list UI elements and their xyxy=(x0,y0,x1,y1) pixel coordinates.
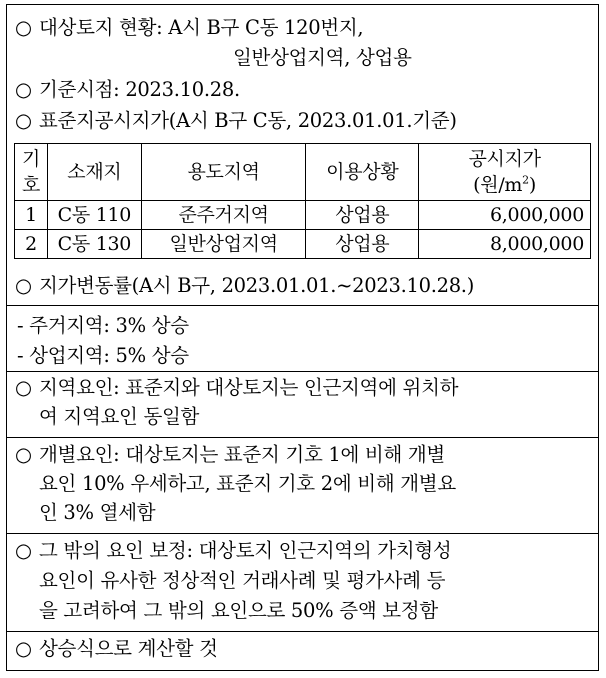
other-factor-line1: ○ 그 밖의 요인 보정: 대상토지 인근지역의 가치형성 xyxy=(15,539,452,562)
row-use: 상업용 xyxy=(306,230,419,259)
subject-land-line1 xyxy=(15,15,363,41)
row-no: 2 xyxy=(15,230,48,259)
row-price: 8,000,000 xyxy=(419,230,591,259)
bullet-icon: ○ xyxy=(15,443,32,466)
header-location: 소재지 xyxy=(47,144,141,201)
land-change-commercial: - 상업지역: 5% 상승 xyxy=(17,344,189,367)
row-location: C동 130 xyxy=(47,230,141,259)
header-no: 기 호 xyxy=(15,144,48,201)
bullet-icon: ○ xyxy=(15,376,32,399)
standard-price-title-text: 표준지공시지가(A시 B구 C동, 2023.01.01.기준) xyxy=(39,109,457,132)
bullet-icon: ○ xyxy=(15,16,32,39)
divider xyxy=(7,631,598,632)
bullet-icon: ○ xyxy=(15,274,32,297)
subject-land-address: A시 B구 C동 120번지, xyxy=(168,16,364,39)
land-change-title-text: 지가변동률(A시 B구, 2023.01.01.~2023.10.28.) xyxy=(39,274,475,297)
table-row xyxy=(15,201,591,230)
individual-factor-line2: 요인 10% 우세하고, 표준지 기호 2에 비해 개별요 xyxy=(39,472,456,495)
divider xyxy=(7,437,598,438)
base-date: 기준시점: 2023.10.28. xyxy=(39,78,240,101)
bullet-icon: ○ xyxy=(15,109,32,132)
header-price: 공시지가 (원$/m^2$) xyxy=(419,144,591,201)
row-location: C동 110 xyxy=(47,201,141,230)
subject-land-label: 대상토지 현황: xyxy=(39,16,163,39)
calc-method-line: ○ 상승식으로 계산할 것 xyxy=(15,637,218,660)
row-use: 상업용 xyxy=(306,201,419,230)
individual-factor-line1: ○ 개별요인: 대상토지는 표준지 기호 1에 비해 개별 xyxy=(15,443,445,466)
table-header-row xyxy=(15,144,591,201)
divider xyxy=(7,533,598,534)
header-zone: 용도지역 xyxy=(141,144,306,201)
individual-factor-line3: 인 3% 열세함 xyxy=(39,501,156,524)
other-factor-line2: 요인이 유사한 정상적인 거래사례 및 평가사례 등 xyxy=(39,569,446,592)
row-no: 1 xyxy=(15,201,48,230)
bullet-icon: ○ xyxy=(15,78,32,101)
land-change-residential: - 주거지역: 3% 상승 xyxy=(17,314,189,337)
standard-land-table xyxy=(14,143,591,259)
row-price: 6,000,000 xyxy=(419,201,591,230)
base-date-line xyxy=(15,77,240,103)
subject-land-line2: 일반상업지역, 상업용 xyxy=(233,46,412,69)
table-row xyxy=(15,230,591,259)
divider xyxy=(7,305,598,306)
appraisal-problem-box xyxy=(6,4,599,671)
land-change-title xyxy=(15,273,474,299)
bullet-icon: ○ xyxy=(15,539,32,562)
divider xyxy=(7,371,598,372)
header-use: 이용상황 xyxy=(306,144,419,201)
row-zone: 준주거지역 xyxy=(141,201,306,230)
other-factor-line3: 을 고려하여 그 밖의 요인으로 50% 증액 보정함 xyxy=(39,599,438,622)
standard-price-title xyxy=(15,108,457,134)
bullet-icon: ○ xyxy=(15,637,32,660)
regional-factor-line2: 여 지역요인 동일함 xyxy=(39,405,200,428)
regional-factor-line1: ○ 지역요인: 표준지와 대상토지는 인근지역에 위치하 xyxy=(15,376,459,399)
row-zone: 일반상업지역 xyxy=(141,230,306,259)
